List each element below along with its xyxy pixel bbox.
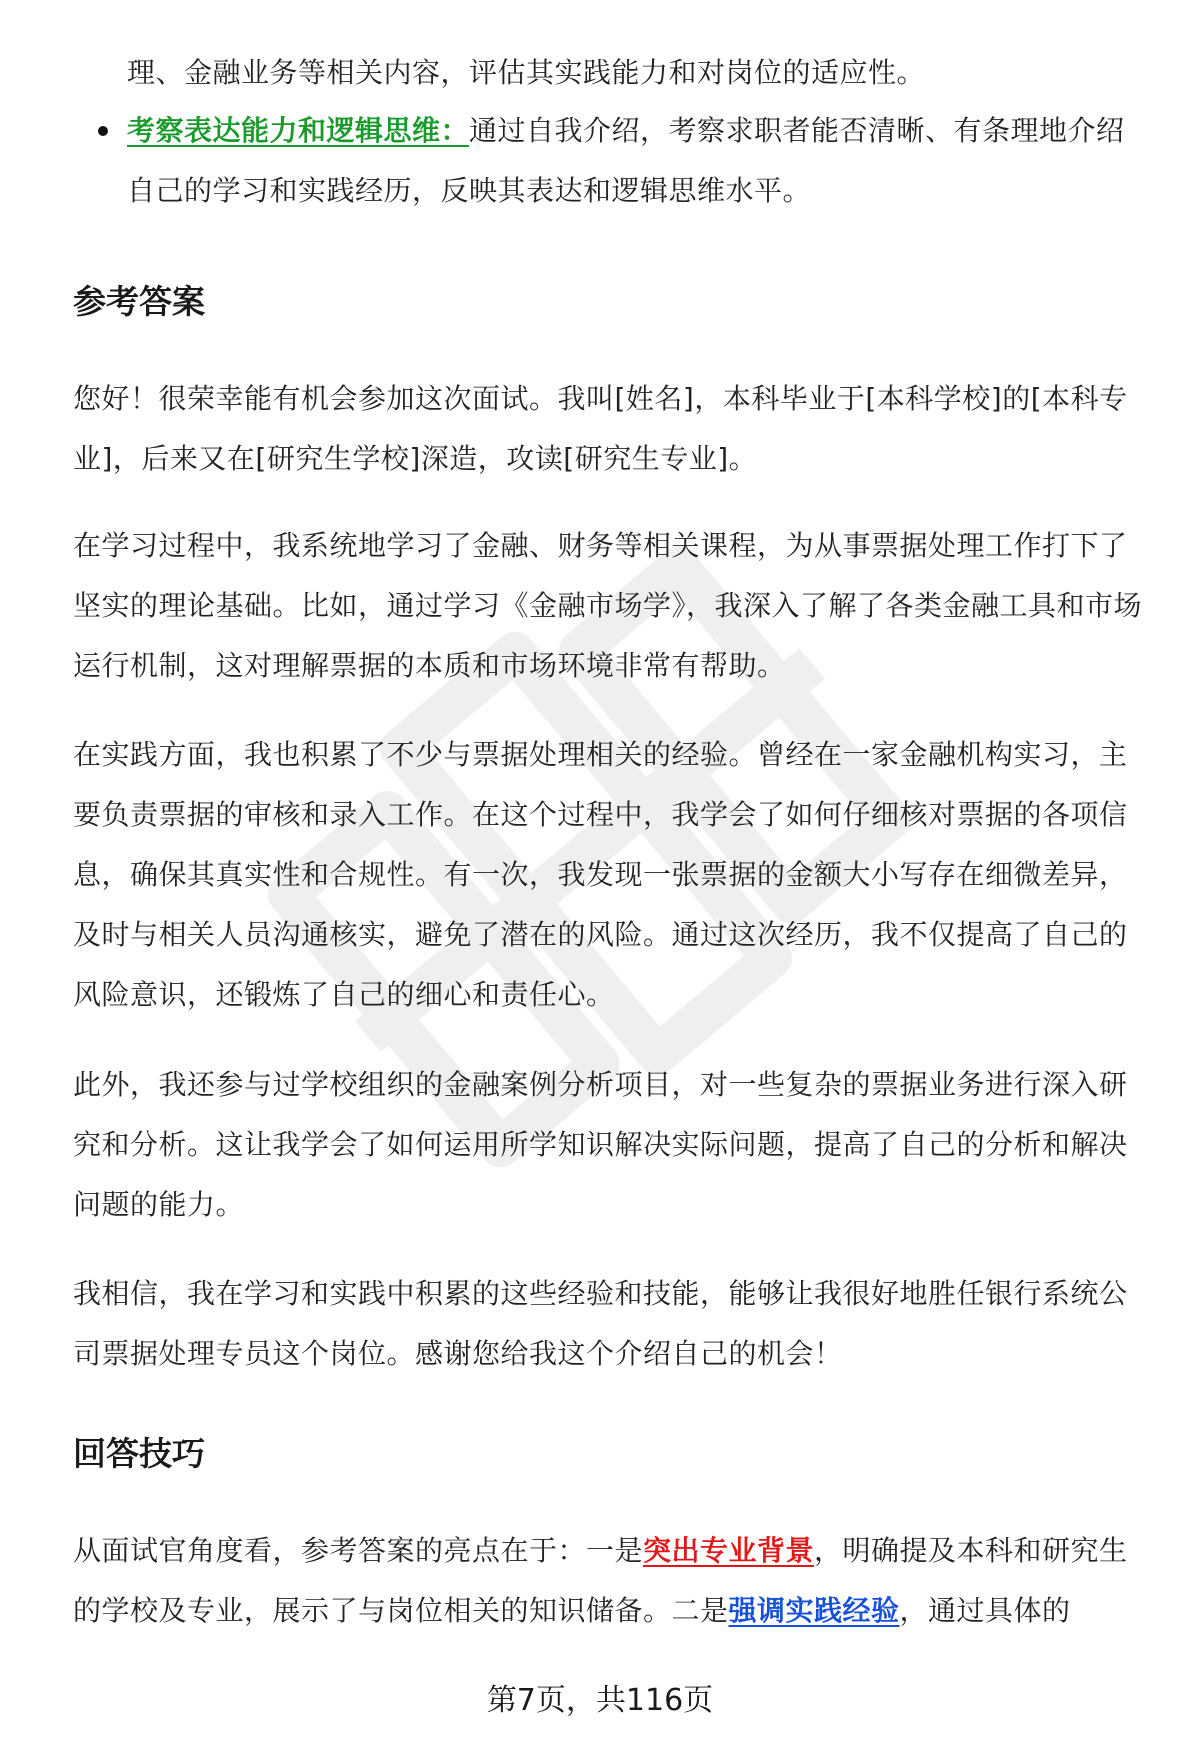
highlight-practical-experience: 强调实践经验 — [728, 1594, 900, 1627]
bullet-label: 考察表达能力和逻辑思维： — [127, 114, 470, 147]
answer-paragraph-5: 我相信，我在学习和实践中积累的这些经验和技能，能够让我很好地胜任银行系统公司票据处理专员这个岗位。感谢您给我这个介绍自己的机会！ — [73, 1277, 1128, 1370]
answer-tips-heading: 回答技巧 — [73, 1434, 205, 1473]
tips-text-2: ，明确提及本科和研究生的学校及专业，展示了与岗位相关的知识储备。二是 — [73, 1534, 1128, 1627]
tips-text-1: 从面试官角度看，参考答案的亮点在于：一是 — [73, 1534, 644, 1567]
bullet-item-expression — [127, 101, 1148, 221]
answer-paragraph-2: 在学习过程中，我系统地学习了金融、财务等相关课程，为从事票据处理工作打下了坚实的理论基础。比如，通过学习《金融市场学》，我深入了解了各类金融工具和市场运行机制，这对理解票据的本质和市场环境非常有帮助。 — [73, 529, 1143, 682]
bullet-continuation-text: 理、金融业务等相关内容，评估其实践能力和对岗位的适应性。 — [127, 56, 926, 89]
tips-text-3: ，通过具体的 — [899, 1594, 1071, 1627]
answer-paragraph-3: 在实践方面，我也积累了不少与票据处理相关的经验。曾经在一家金融机构实习，主要负责票据的审核和录入工作。在这个过程中，我学会了如何仔细核对票据的各项信息，确保其真实性和合规性。有一次，我发现一张票据的金额大小写存在细微差异，及时与相关人员沟通核实，避免了潜在的风险。通过这次经历，我不仅提高了自己的风险意识，还锻炼了自己的细心和责任心。 — [73, 738, 1128, 1011]
tips-paragraph — [73, 1521, 1148, 1641]
answer-paragraph-1: 您好！很荣幸能有机会参加这次面试。我叫[姓名]，本科毕业于[本科学校]的[本科专业]，后来又在[研究生学校]深造，攻读[研究生专业]。 — [73, 382, 1128, 475]
answer-paragraph-4: 此外，我还参与过学校组织的金融案例分析项目，对一些复杂的票据业务进行深入研究和分析。这让我学会了如何运用所学知识解决实际问题，提高了自己的分析和解决问题的能力。 — [73, 1068, 1128, 1221]
bullet-dot-icon — [98, 126, 108, 136]
bullet-text: 通过自我介绍，考察求职者能否清晰、有条理地介绍自己的学习和实践经历，反映其表达和逻辑思维水平。 — [127, 114, 1125, 207]
reference-answer-heading: 参考答案 — [73, 282, 205, 321]
page-number-footer: 第7页，共116页 — [486, 1683, 714, 1718]
highlight-professional-background: 突出专业背景 — [643, 1534, 815, 1567]
